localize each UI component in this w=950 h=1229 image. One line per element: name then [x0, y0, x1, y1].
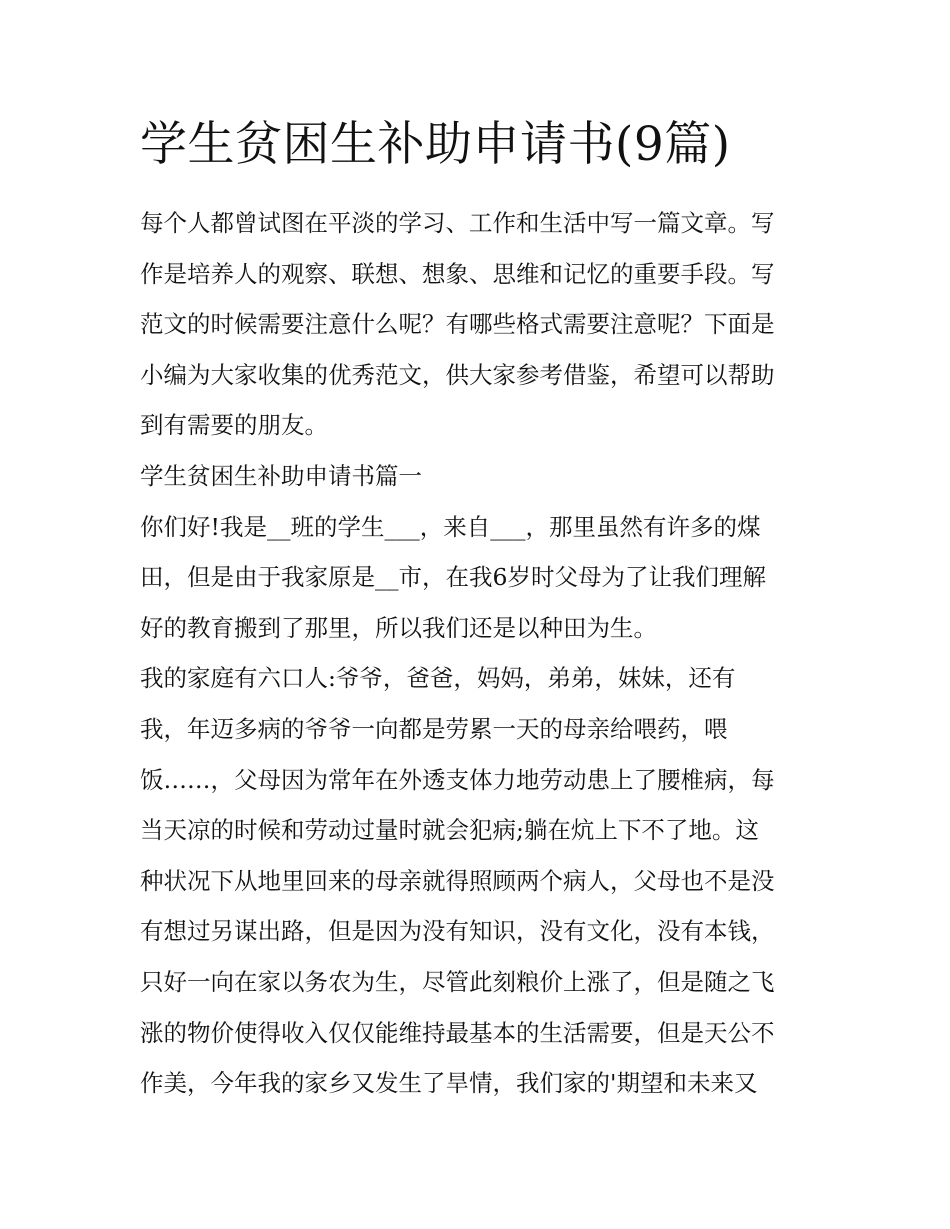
body-line: 我的家庭有六口人:爷爷，爸爸，妈妈，弟弟，妹妹，还有	[140, 664, 736, 693]
document-body	[140, 198, 830, 1109]
body-line: 只好一向在家以务农为生，尽管此刻粮价上涨了，但是随之飞	[140, 967, 775, 996]
body-line: 范文的时候需要注意什么呢？有哪些格式需要注意呢？下面是	[140, 310, 775, 339]
body-line: 小编为大家收集的优秀范文，供大家参考借鉴，希望可以帮助	[140, 360, 775, 389]
body-line: 你们好!我是__班的学生___，来自___，那里虽然有许多的煤	[140, 512, 761, 541]
body-line: 到有需要的朋友。	[140, 411, 328, 440]
body-line: 田，但是由于我家原是__市，在我6岁时父母为了让我们理解	[140, 563, 766, 592]
body-line: 当天凉的时候和劳动过量时就会犯病;躺在炕上下不了地。这	[140, 816, 759, 845]
body-line: 涨的物价使得收入仅仅能维持最基本的生活需要，但是天公不	[140, 1018, 775, 1047]
body-line: 作是培养人的观察、联想、想象、思维和记忆的重要手段。写	[140, 259, 775, 288]
body-line: 作美，今年我的家乡又发生了旱情，我们家的'期望和未来又	[140, 1069, 758, 1098]
body-line: 每个人都曾试图在平淡的学习、工作和生活中写一篇文章。写	[140, 209, 775, 237]
section-heading: 学生贫困生补助申请书篇一	[140, 461, 422, 490]
body-line: 好的教育搬到了那里，所以我们还是以种田为生。	[140, 613, 657, 642]
body-line: 饭……，父母因为常年在外透支体力地劳动患上了腰椎病，每	[140, 765, 775, 794]
body-line: 有想过另谋出路，但是因为没有知识，没有文化，没有本钱，	[140, 917, 775, 946]
document-title: 学生贫困生补助申请书(9篇)	[140, 117, 731, 172]
body-line: 种状况下从地里回来的母亲就得照顾两个病人，父母也不是没	[140, 866, 775, 895]
body-line: 我，年迈多病的爷爷一向都是劳累一天的母亲给喂药，喂	[140, 714, 728, 743]
